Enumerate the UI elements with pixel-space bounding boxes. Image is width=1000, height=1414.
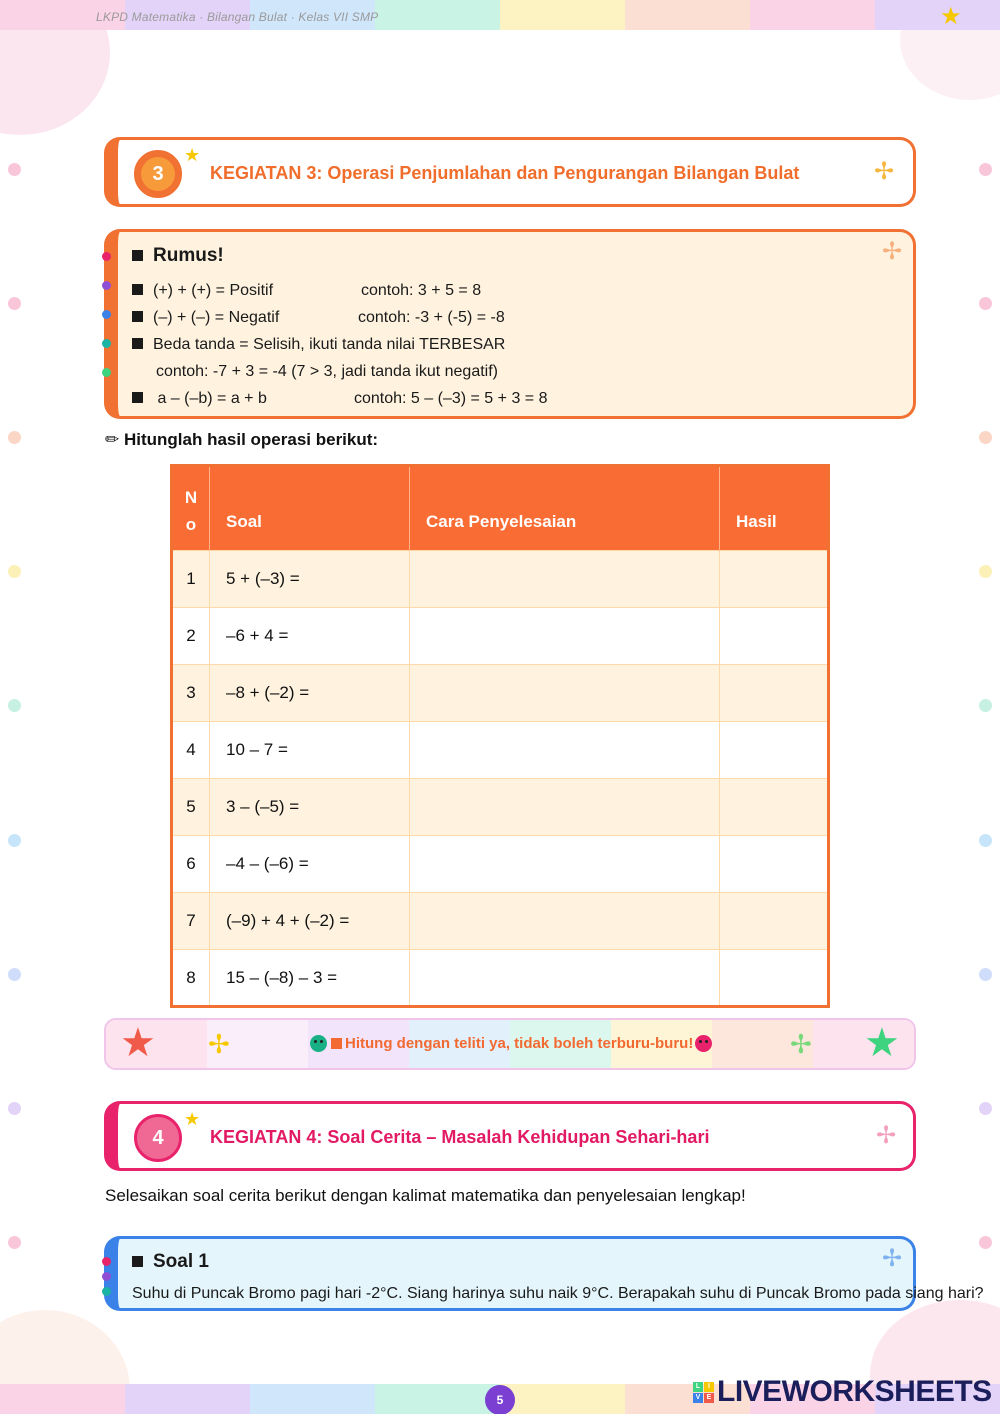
column-header-hasil: Hasil: [720, 466, 829, 551]
table-row: [172, 950, 829, 1007]
sparkle-icon: ✢: [876, 1122, 897, 1149]
decorative-dot: [8, 699, 21, 712]
reminder-banner: [104, 1018, 916, 1070]
formula-line: (+) + (+) = Positif contoh: 3 + 5 = 8: [132, 282, 273, 300]
answer-steps-field[interactable]: [410, 722, 720, 779]
row-number: 1: [172, 551, 210, 608]
story-problem-title: Soal 1: [132, 1251, 209, 1273]
sparkle-icon: ✢: [208, 1029, 230, 1059]
decorative-dot: [8, 834, 21, 847]
activity-4-header: [104, 1101, 916, 1171]
decorative-dot: [8, 1236, 21, 1249]
row-number: 6: [172, 836, 210, 893]
decorative-dot: [979, 565, 992, 578]
table-row: [172, 722, 829, 779]
star-icon: ★: [864, 1021, 900, 1065]
formula-title: Rumus!: [132, 245, 224, 267]
row-number: 7: [172, 893, 210, 950]
decorative-dot: [8, 431, 21, 444]
star-icon: ★: [940, 3, 962, 30]
formula-box-dots: [102, 252, 111, 377]
activity-4-title: KEGIATAN 4: Soal Cerita – Masalah Kehidupan Sehari-hari: [210, 1127, 710, 1147]
row-question: –6 + 4 =: [210, 608, 410, 665]
table-header-row: [172, 466, 829, 551]
column-header-no: N o: [172, 466, 210, 551]
answer-steps-field[interactable]: [410, 950, 720, 1007]
table-row: [172, 836, 829, 893]
table-row: [172, 608, 829, 665]
decorative-dot: [979, 834, 992, 847]
answer-result-field[interactable]: [720, 836, 829, 893]
table-row: [172, 893, 829, 950]
table-row: [172, 779, 829, 836]
formula-line: a – (–b) = a + b contoh: 5 – (–3) = 5 + 3 = 8: [132, 390, 267, 408]
row-question: 15 – (–8) – 3 =: [210, 950, 410, 1007]
row-question: 5 + (–3) =: [210, 551, 410, 608]
answer-result-field[interactable]: [720, 665, 829, 722]
answer-steps-field[interactable]: [410, 551, 720, 608]
answer-steps-field[interactable]: [410, 608, 720, 665]
decorative-dot: [979, 431, 992, 444]
sparkle-icon: ✢: [882, 238, 903, 265]
activity-number-badge: 4: [134, 1114, 182, 1162]
decorative-dot: [979, 1236, 992, 1249]
liveworksheets-logo: [693, 1375, 992, 1409]
formula-example-line: contoh: -7 + 3 = -4 (7 > 3, jadi tanda ikut negatif): [156, 363, 498, 380]
activity-3-header: [104, 137, 916, 207]
sparkle-icon: ✢: [790, 1029, 812, 1059]
row-number: 5: [172, 779, 210, 836]
decorative-dot: [8, 565, 21, 578]
row-number: 8: [172, 950, 210, 1007]
decorative-dot: [8, 163, 21, 176]
row-question: 10 – 7 =: [210, 722, 410, 779]
decorative-dot: [8, 297, 21, 310]
brand-letter-grid: L I V E: [693, 1382, 714, 1403]
decorative-dot: [979, 297, 992, 310]
reminder-message: [308, 1035, 714, 1052]
row-question: –8 + (–2) =: [210, 665, 410, 722]
answer-result-field[interactable]: [720, 950, 829, 1007]
star-icon: ★: [184, 1109, 201, 1129]
smiley-face-icon: [695, 1035, 712, 1052]
story-box-dots: [102, 1257, 111, 1296]
row-number: 4: [172, 722, 210, 779]
table-row: [172, 551, 829, 608]
row-question: (–9) + 4 + (–2) =: [210, 893, 410, 950]
sparkle-icon: ✢: [882, 1245, 903, 1272]
formula-line: (–) + (–) = Negatif contoh: -3 + (-5) = -8: [132, 309, 279, 327]
answer-steps-field[interactable]: [410, 665, 720, 722]
decorative-dot: [979, 163, 992, 176]
row-number: 3: [172, 665, 210, 722]
answer-result-field[interactable]: [720, 608, 829, 665]
sparkle-icon: ✢: [874, 158, 895, 185]
answer-result-field[interactable]: [720, 779, 829, 836]
answer-result-field[interactable]: [720, 551, 829, 608]
row-number: 2: [172, 608, 210, 665]
formula-line: Beda tanda = Selisih, ikuti tanda nilai TERBESAR: [132, 336, 505, 354]
row-question: 3 – (–5) =: [210, 779, 410, 836]
star-icon: ★: [120, 1021, 156, 1065]
square-bullet-icon: [331, 1038, 342, 1049]
decorative-dot: [979, 1102, 992, 1115]
answer-result-field[interactable]: [720, 722, 829, 779]
instruction-text: ✏ Hitunglah hasil operasi berikut:: [105, 430, 379, 449]
answer-steps-field[interactable]: [410, 779, 720, 836]
brand-name: LIVEWORKSHEETS: [717, 1375, 992, 1408]
answer-steps-field[interactable]: [410, 893, 720, 950]
activity-3-title: KEGIATAN 3: Operasi Penjumlahan dan Pengurangan Bilangan Bulat: [210, 163, 800, 183]
page-number: 5: [485, 1385, 515, 1414]
answer-steps-field[interactable]: [410, 836, 720, 893]
decorative-dot: [8, 968, 21, 981]
column-header-cara: Cara Penyelesaian: [410, 466, 720, 551]
decorative-dot: [979, 699, 992, 712]
page-header-text: LKPD Matematika · Bilangan Bulat · Kelas VII SMP: [96, 10, 379, 24]
story-problem-box: [104, 1236, 916, 1311]
column-header-soal: Soal: [210, 466, 410, 551]
exercise-table: [170, 464, 830, 1008]
star-icon: ★: [184, 145, 201, 165]
activity-number-badge: 3: [134, 150, 182, 198]
smiley-face-icon: [310, 1035, 327, 1052]
table-row: [172, 665, 829, 722]
story-problem-text: Suhu di Puncak Bromo pagi hari -2°C. Siang harinya suhu naik 9°C. Berapakah suhu di Puncak Bromo pada siang hari?: [132, 1285, 984, 1302]
answer-result-field[interactable]: [720, 893, 829, 950]
row-question: –4 – (–6) =: [210, 836, 410, 893]
reminder-text: Hitung dengan teliti ya, tidak boleh terburu-buru!: [345, 1035, 694, 1052]
formula-box: [104, 229, 916, 419]
decorative-dot: [979, 968, 992, 981]
decorative-dot: [8, 1102, 21, 1115]
story-instruction: Selesaikan soal cerita berikut dengan kalimat matematika dan penyelesaian lengkap!: [105, 1186, 746, 1205]
